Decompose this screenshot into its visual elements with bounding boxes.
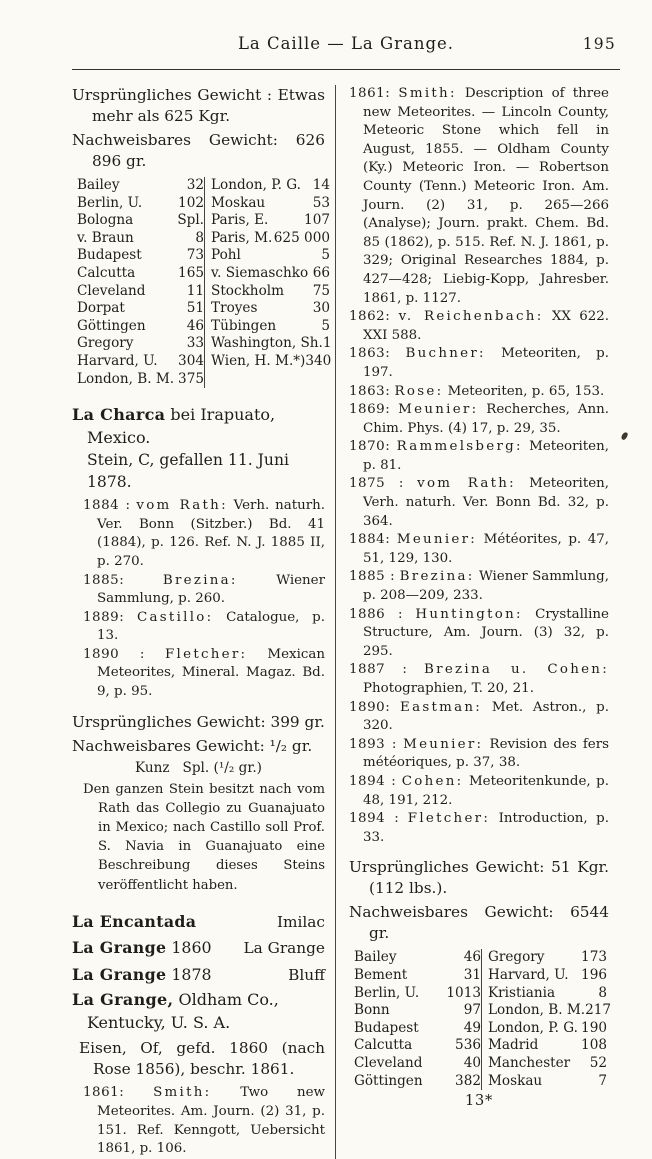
reference-author: Fletcher: — [164, 646, 248, 662]
collection-name: Stockholm — [211, 282, 284, 299]
reference-author: Brezina u. Cohen: — [424, 662, 609, 678]
reference-year: 1863: — [349, 383, 391, 399]
collection-name: London, P. G. — [211, 177, 301, 193]
collection-weight: 5 — [321, 247, 330, 264]
cross-reference-name: La Grange — [72, 964, 167, 984]
reference-year: 1885 : — [349, 569, 396, 585]
running-title: La Caille — La Grange. — [237, 34, 454, 53]
weight-table-row — [77, 371, 325, 389]
collection-name: Cleveland — [77, 282, 146, 299]
cross-reference-row — [72, 935, 325, 962]
reference-citation: Verh. naturh. Ver. Bonn (Sitzber.) Bd. 41 (1884), p. 126. Ref. N. J. 1885 II, p. 270. — [97, 498, 325, 569]
cross-reference-row — [72, 962, 325, 989]
reference-year: 1875 : — [349, 476, 404, 492]
holder-line: Kunz Spl. (¹/₂ gr.) — [135, 759, 262, 776]
collection-name: Budapest — [77, 247, 142, 264]
left-column — [72, 85, 335, 1159]
page-header — [72, 34, 620, 62]
reference-entry — [349, 438, 609, 475]
collection-name: Kristiania — [488, 984, 556, 1001]
weight-table-row — [354, 1073, 609, 1091]
collection-name: Manchester — [488, 1054, 571, 1071]
reference-entry — [83, 497, 325, 571]
collection-name: Harvard, U. — [488, 966, 569, 983]
collection-weight: 536 — [455, 1037, 481, 1054]
collection-name: Moskau — [211, 194, 266, 211]
collection-weight: 46 — [186, 317, 204, 334]
reference-year: 1890: — [349, 699, 391, 715]
reference-author: Smith: — [153, 1085, 212, 1101]
weight-table-row — [77, 300, 330, 318]
weight-verified-la-charca: Nachweisbares Gewicht: ¹/₂ gr. — [72, 736, 313, 755]
weight-original-la-charca: Ursprüngliches Gewicht: 399 gr. — [72, 712, 325, 731]
collection-weight: 1013 — [446, 984, 481, 1001]
reference-citation: Recherches, Ann. Chim. Phys. (4) 17, p. 29, 35. — [363, 402, 609, 436]
weight-table-row — [77, 194, 330, 213]
reference-citation: Météorites, p. 47, 51, 129, 130. — [363, 532, 609, 566]
collection-weight: 14 — [312, 177, 330, 193]
weight-table-row — [354, 967, 609, 985]
collection-weight: 75 — [312, 282, 330, 299]
reference-year: 1890 : — [83, 646, 145, 662]
collection-weight: 66 — [312, 264, 330, 281]
collection-weight: 107 — [304, 212, 330, 229]
collection-name: Budapest — [354, 1019, 419, 1036]
collection-name: Bailey — [77, 177, 120, 193]
reference-entry — [349, 699, 609, 736]
collection-weight: 173 — [581, 949, 607, 966]
weight-original-la-caille: Ursprüngliches Gewicht : Etwas mehr als 625 Kgr. — [72, 86, 325, 125]
collection-weight: 11 — [186, 282, 204, 299]
reference-year: 1893 : — [349, 736, 397, 752]
collection-weight: 73 — [186, 247, 204, 264]
reference-year: 1894 : — [349, 773, 397, 789]
reference-entry — [349, 606, 609, 662]
collection-name: v. Braun — [77, 229, 134, 246]
collection-name: London, P. G. — [488, 1019, 578, 1036]
reference-citation: Meteoriten, p. 197. — [363, 346, 609, 380]
reference-year: 1886 : — [349, 606, 404, 622]
reference-author: v. Reichenbach: — [398, 309, 544, 325]
reference-entry — [349, 345, 609, 382]
reference-author: vom Rath: — [136, 498, 228, 514]
collection-name: Cleveland — [354, 1054, 423, 1071]
reference-year: 1863: — [349, 346, 391, 362]
reference-author: Fletcher: — [407, 811, 491, 827]
reference-author: Buchner: — [405, 346, 486, 362]
collection-name: Göttingen — [77, 317, 146, 334]
reference-year: 1885: — [83, 572, 125, 588]
reference-citation: Two new Meteorites. Am. Journ. (2) 31, p. 151. Ref. Kenngott, Uebersicht 1861, p. 106. — [97, 1085, 325, 1157]
reference-citation: Catalogue, p. 13. — [97, 609, 325, 644]
reference-author: Brezina: — [399, 569, 475, 585]
collection-name: Göttingen — [354, 1072, 423, 1089]
collection-name: Pohl — [211, 247, 241, 264]
entry-locality: bei Irapuato, Mexico. — [87, 405, 276, 448]
reference-citation: Meteoriten, Verh. naturh. Ver. Bonn Bd. 32, p. 364. — [363, 476, 610, 529]
cross-reference-target: La Grange — [243, 939, 325, 958]
reference-author: Rose: — [394, 383, 444, 399]
collection-weight: 7 — [598, 1072, 607, 1089]
collection-name: London, B. M. — [488, 1002, 586, 1019]
header-rule — [72, 69, 620, 70]
entry-heading-la-grange — [72, 988, 325, 1034]
reference-year: 1861: — [83, 1085, 125, 1101]
right-column — [336, 85, 612, 1159]
entry-classification-la-charca: Stein, C, gefallen 11. Juni 1878. — [87, 451, 289, 492]
collection-weight: 190 — [581, 1019, 607, 1036]
collection-weight: 196 — [581, 966, 607, 983]
reference-citation: Introduction, p. 33. — [363, 811, 609, 845]
reference-citation: Wiener Sammlung, p. 208—209, 233. — [363, 569, 609, 604]
reference-year: 1861: — [349, 86, 391, 101]
collection-weight: 32 — [186, 177, 204, 193]
reference-author: Meunier: — [398, 402, 479, 418]
reference-entry — [349, 661, 609, 698]
weight-table-row — [77, 317, 330, 336]
reference-citation: Description of three new Meteorites. — Lincoln County, Meteoric Stone which fell in August, 1855. — Oldham County (Ky.) Meteoric Iron. — Robertson County (Tenn.) Meteoric Iron. Am. Journ. (2) 31, p. 265—266 (Analyse); Journ. prakt. Chem. Bd. 85 (1862), p. 515. Ref. N. J. 1861, p. 329; Original Researches 1884, p. 427—428; Liebig-Kopp, Jahresber. 1861, p. 1127. — [363, 86, 609, 306]
collection-weight: 625 000 — [273, 229, 330, 246]
reference-citation: Meteoriten, p. 65, 153. — [447, 383, 605, 399]
collection-weight: 30 — [312, 300, 330, 317]
reference-list-la-grange-left — [83, 1084, 325, 1158]
collection-name: Madrid — [488, 1037, 539, 1054]
reference-citation: Photographien, T. 20, 21. — [363, 681, 534, 696]
collection-name: v. Siemaschko — [211, 264, 309, 281]
collection-weight: 53 — [312, 194, 330, 211]
collection-name: Calcutta — [77, 264, 136, 281]
entry-classification-la-grange: Eisen, Of, gefd. 1860 (nach Rose 1856), beschr. 1861. — [79, 1039, 325, 1079]
reference-entry — [349, 401, 609, 438]
reference-author: Rammelsberg: — [396, 439, 523, 455]
collection-weight: 40 — [463, 1054, 481, 1071]
reference-citation: Meteoritenkunde, p. 48, 191, 212. — [363, 773, 609, 808]
collection-name: Troyes — [211, 300, 258, 317]
collection-name: Berlin, U. — [77, 194, 143, 211]
reference-author: vom Rath: — [417, 476, 516, 492]
reference-year: 1862: — [349, 309, 391, 325]
reference-entry — [349, 568, 609, 605]
reference-entry — [349, 475, 609, 531]
weight-verified-la-caille: Nachweisbares Gewicht: 626 896 gr. — [72, 131, 325, 170]
collection-name: Bologna — [77, 212, 134, 229]
weight-table-row — [354, 985, 609, 1003]
reference-author: Brezina: — [162, 572, 238, 588]
reference-citation: Met. Astron., p. 320. — [363, 699, 610, 734]
weight-table-row — [77, 229, 330, 248]
weight-table-row — [354, 1002, 612, 1020]
reference-entry — [349, 85, 609, 308]
weight-table-row — [77, 264, 330, 283]
cross-reference-name: La Grange — [72, 938, 167, 958]
collection-weight: 8 — [598, 984, 607, 1001]
printer-signature: 13* — [465, 1093, 493, 1110]
collection-weight: 102 — [178, 194, 204, 211]
collection-name: Calcutta — [354, 1037, 413, 1054]
cross-reference-year: 1860 — [171, 938, 212, 958]
reference-entry — [349, 736, 609, 773]
reference-entry — [349, 531, 609, 568]
collection-weight: 8 — [195, 229, 204, 246]
cross-reference-row — [72, 909, 325, 936]
entry-name: La Grange, — [72, 990, 174, 1010]
collection-name: Harvard, U. — [77, 352, 158, 369]
collection-name: Moskau — [488, 1072, 543, 1089]
weight-original-la-grange: Ursprüngliches Gewicht: 51 Kgr. (112 lbs.). — [349, 858, 609, 898]
collection-name: Gregory — [488, 949, 545, 966]
weight-table-row — [77, 335, 332, 353]
reference-year: 1869: — [349, 402, 391, 418]
weight-table-row — [354, 949, 609, 967]
collection-weight: 49 — [463, 1019, 481, 1036]
collection-name: Bonn — [354, 1002, 390, 1019]
reference-citation: Mexican Meteorites, Mineral. Magaz. Bd. 9, p. 95. — [97, 646, 325, 700]
collection-name: Berlin, U. — [354, 984, 420, 1001]
reference-citation: Crystalline Structure, Am. Journ. (3) 32, p. 295. — [363, 606, 609, 659]
collection-name: Tübingen — [211, 317, 277, 334]
collection-weight: 52 — [589, 1054, 607, 1071]
weight-table-row — [354, 1020, 609, 1038]
reference-author: Cohen: — [401, 773, 464, 789]
reference-year: 1894 : — [349, 811, 400, 827]
reference-author: Huntington: — [415, 606, 523, 622]
collection-weight: 217 — [585, 1002, 612, 1019]
reference-author: Castillo: — [137, 609, 214, 625]
page-number: 195 — [582, 35, 616, 53]
weight-table-row — [77, 212, 330, 230]
reference-list-la-grange-right — [349, 85, 609, 847]
cross-reference-list — [72, 909, 325, 989]
reference-year: 1887 : — [349, 662, 408, 678]
reference-citation: XX 622. XXI 588. — [363, 309, 610, 343]
collection-weight: 340 — [305, 352, 332, 369]
cross-reference-year: 1878 — [171, 964, 212, 984]
collection-name: Wien, H. M.*) — [211, 352, 306, 369]
collection-weight: 108 — [581, 1037, 607, 1054]
collection-name: Bailey — [354, 949, 397, 966]
collection-name: London, B. M. — [77, 370, 175, 387]
reference-entry — [349, 383, 609, 402]
ink-speck — [620, 431, 628, 440]
cross-reference-name: La Encantada — [72, 911, 197, 931]
reference-entry — [83, 1084, 325, 1158]
collection-weight: 375 — [178, 370, 204, 387]
collection-name: Dorpat — [77, 300, 125, 317]
collection-weight: 1 — [322, 335, 332, 352]
reference-entry — [83, 572, 325, 609]
reference-year: 1884: — [349, 532, 391, 548]
reference-citation: Meteoriten, p. 81. — [363, 439, 609, 473]
reference-entry — [349, 308, 609, 345]
weight-table-row — [77, 247, 330, 265]
reference-list-la-charca — [83, 497, 325, 702]
reference-year: 1870: — [349, 439, 391, 455]
collection-weight: 46 — [463, 949, 481, 966]
collection-name: Paris, E. — [211, 212, 269, 229]
reference-entry — [349, 810, 609, 847]
collection-weight: 97 — [463, 1002, 481, 1019]
collection-name: Paris, M. — [211, 229, 273, 246]
cross-reference-target: Bluff — [288, 965, 325, 984]
collection-weight: 33 — [186, 335, 204, 352]
weight-table-row — [77, 352, 332, 371]
collection-name: Washington, Sh. — [211, 335, 323, 352]
collection-name: Bement — [354, 966, 408, 983]
collection-name: Gregory — [77, 335, 134, 352]
reference-citation: Revision des fers météoriques, p. 37, 38. — [363, 736, 610, 771]
collection-weight: 382 — [455, 1072, 481, 1089]
entry-locality: Oldham Co., Kentucky, U. S. A. — [87, 990, 279, 1033]
reference-year: 1889: — [83, 609, 125, 625]
text-columns — [72, 85, 620, 1159]
weight-table-row — [354, 1055, 609, 1073]
weight-table-row — [77, 177, 330, 195]
weight-table-row — [354, 1037, 609, 1055]
note-paragraph: Den ganzen Stein besitzt nach vom Rath das Collegio zu Guanajuato in Mexico; nach Castillo soll Prof. S. Navia in Guanajuato eine Beschreibung dieses Steins veröffentlicht haben. — [83, 781, 325, 893]
cross-reference-target: Imilac — [276, 912, 325, 931]
entry-heading-la-charca — [72, 403, 325, 449]
reference-author: Eastman: — [400, 699, 483, 715]
reference-entry — [349, 773, 609, 810]
weight-table-la-grange — [354, 949, 612, 1090]
collection-weight: 165 — [178, 264, 204, 281]
reference-author: Smith: — [398, 86, 457, 101]
collection-weight: Spl. — [177, 212, 204, 229]
collection-weight: 51 — [186, 300, 204, 317]
reference-author: Meunier: — [403, 736, 484, 752]
collection-weight: 304 — [178, 352, 204, 369]
weight-verified-la-grange: Nachweisbares Gewicht: 6544 gr. — [349, 903, 609, 943]
weight-table-la-caille — [77, 177, 332, 388]
reference-citation: Wiener Sammlung, p. 260. — [97, 572, 325, 607]
reference-author: Meunier: — [396, 532, 478, 548]
reference-entry — [83, 646, 325, 702]
weight-table-row — [77, 282, 330, 301]
collection-weight: 5 — [321, 317, 330, 334]
reference-year: 1884 : — [83, 498, 131, 514]
collection-weight: 31 — [463, 966, 481, 983]
entry-name: La Charca — [72, 405, 166, 425]
reference-entry — [83, 609, 325, 646]
